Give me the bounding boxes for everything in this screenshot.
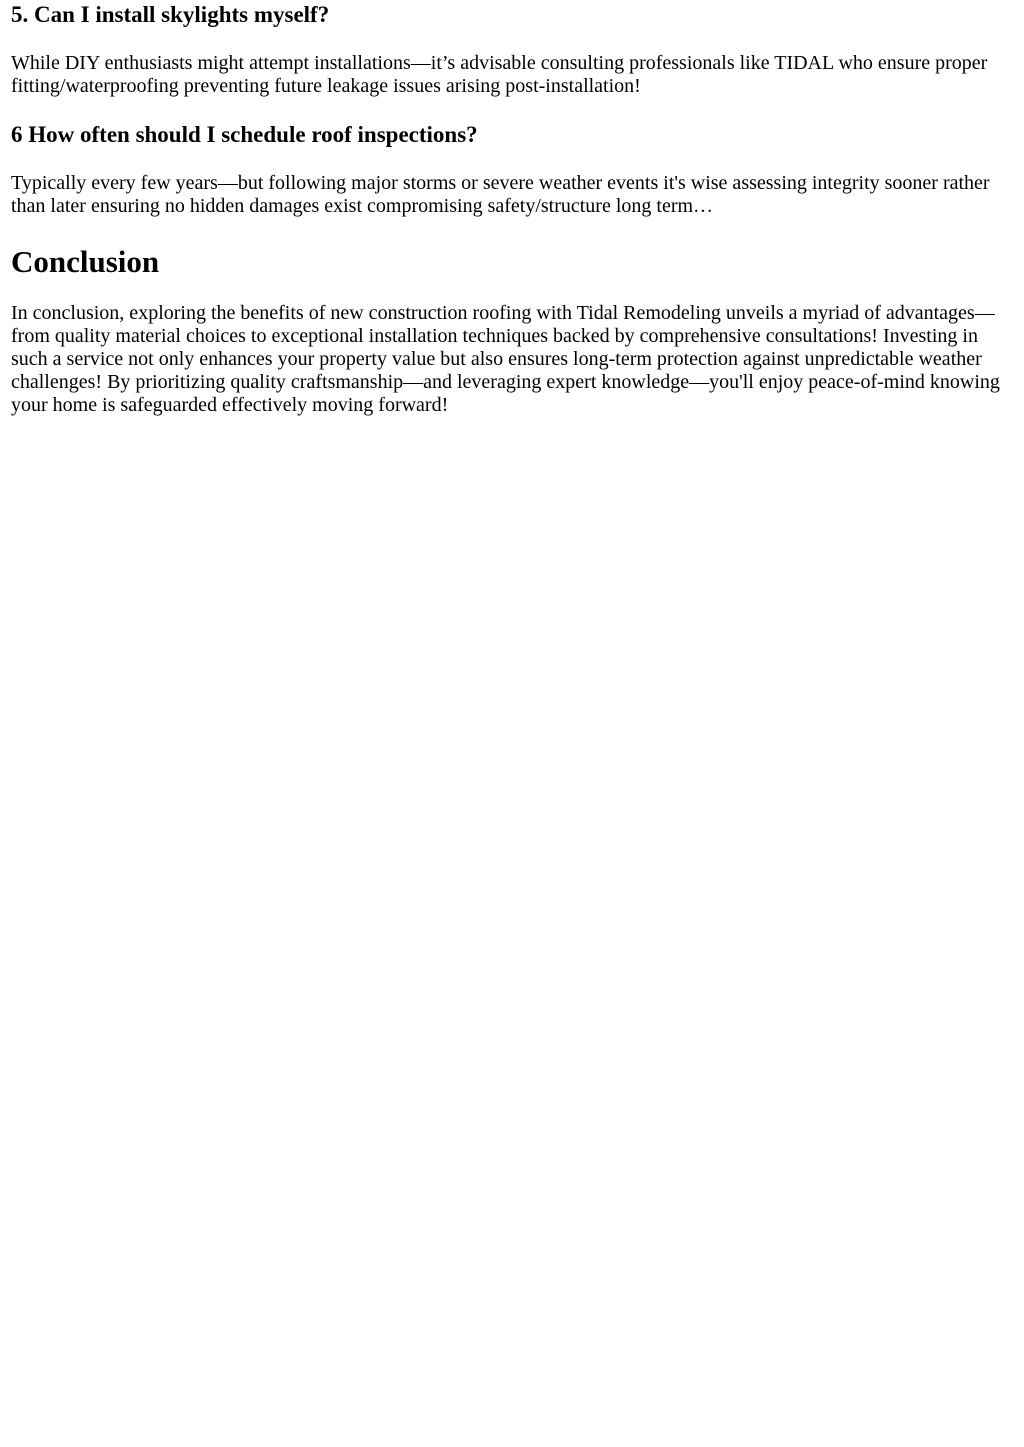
conclusion-paragraph: In conclusion, exploring the benefits of new construction roofing with Tidal Remodeling unveils a myriad of advantages—from quality material choices to exceptional installation techniques backed by comprehensive consultations! Investing in such a service not only enhances your property value but also ensures long-term protection against unpredictable weather challenges! By prioritizing quality craftsmanship—and leveraging expert knowledge—you'll enjoy peace-of-mind knowing your home is safeguarded effectively moving forward! — [11, 302, 1000, 416]
faq-item-roof-inspections — [11, 121, 1014, 218]
faq-item-skylights — [11, 1, 1014, 98]
faq-answer-paragraph: While DIY enthusiasts might attempt installations—it’s advisable consulting professionals like TIDAL who ensure proper fitting/waterproofing preventing future leakage issues arising post-installation! — [11, 52, 988, 97]
conclusion-section — [11, 244, 1014, 417]
faq-question-heading: 5. Can I install skylights myself? — [11, 2, 330, 27]
faq-question-heading: 6 How often should I schedule roof inspections? — [11, 122, 478, 147]
faq-answer-paragraph: Typically every few years—but following major storms or severe weather events it's wise assessing integrity sooner rather than later ensuring no hidden damages exist compromising safety/structure long term… — [11, 172, 990, 217]
conclusion-heading: Conclusion — [11, 244, 160, 279]
